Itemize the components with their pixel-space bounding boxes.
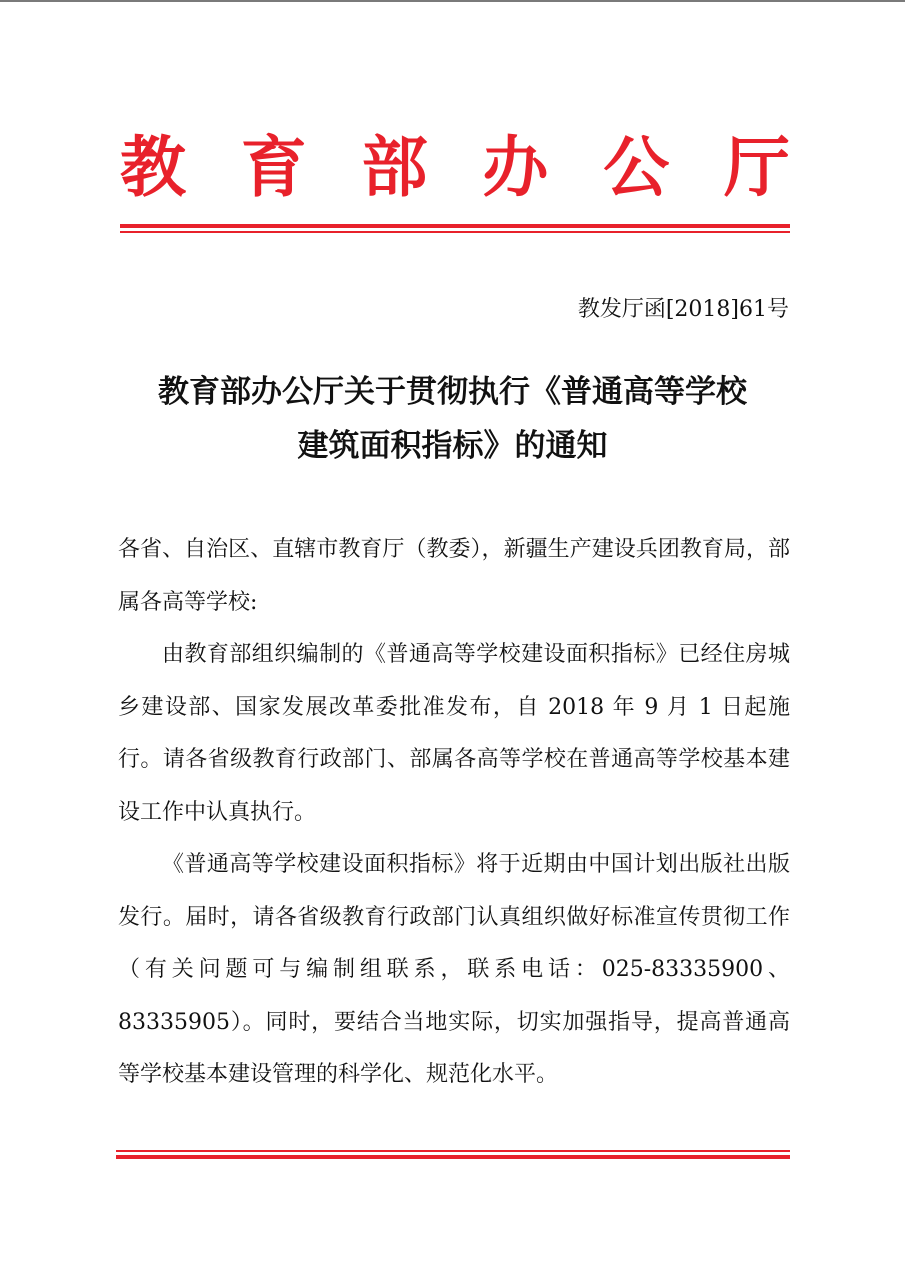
document-number: 教发厅函[2018]61号 xyxy=(577,297,789,322)
page-top-border xyxy=(0,0,905,2)
masthead-char: 厅 xyxy=(723,128,790,206)
salutation: 各省、自治区、直辖市教育厅（教委），新疆生产建设兵团教育局，部属各高等学校: xyxy=(118,537,790,615)
document-title-line-1: 教育部办公厅关于贯彻执行《普通高等学校 xyxy=(158,374,747,410)
document-title-line-2: 建筑面积指标》的通知 xyxy=(297,428,608,464)
masthead-char: 部 xyxy=(361,128,428,206)
masthead-char: 教 xyxy=(120,128,186,206)
masthead xyxy=(120,122,790,212)
masthead-char: 育 xyxy=(240,128,307,206)
masthead-divider-thin xyxy=(120,231,790,233)
masthead-char: 办 xyxy=(482,128,549,206)
footer-divider-thin xyxy=(116,1150,790,1152)
document-body xyxy=(118,524,790,1102)
masthead-char: 公 xyxy=(603,128,670,206)
masthead-divider-thick xyxy=(120,224,790,228)
body-paragraph: 由教育部组织编制的《普通高等学校建设面积指标》已经住房城乡建设部、国家发展改革委批准发布，自 2018 年 9 月 1 日起施行。请各省级教育行政部门、部属各高等学校在普通高等学校基本建设工作中认真执行。 xyxy=(118,642,790,825)
footer-divider-thick xyxy=(116,1155,790,1159)
body-paragraph: 《普通高等学校建设面积指标》将于近期由中国计划出版社出版发行。届时，请各省级教育行政部门认真组织做好标准宣传贯彻工作（有关问题可与编制组联系，联系电话：025-83335900、83335905）。同时，要结合当地实际，切实加强指导，提高普通高等学校基本建设管理的科学化、规范化水平。 xyxy=(118,852,790,1087)
